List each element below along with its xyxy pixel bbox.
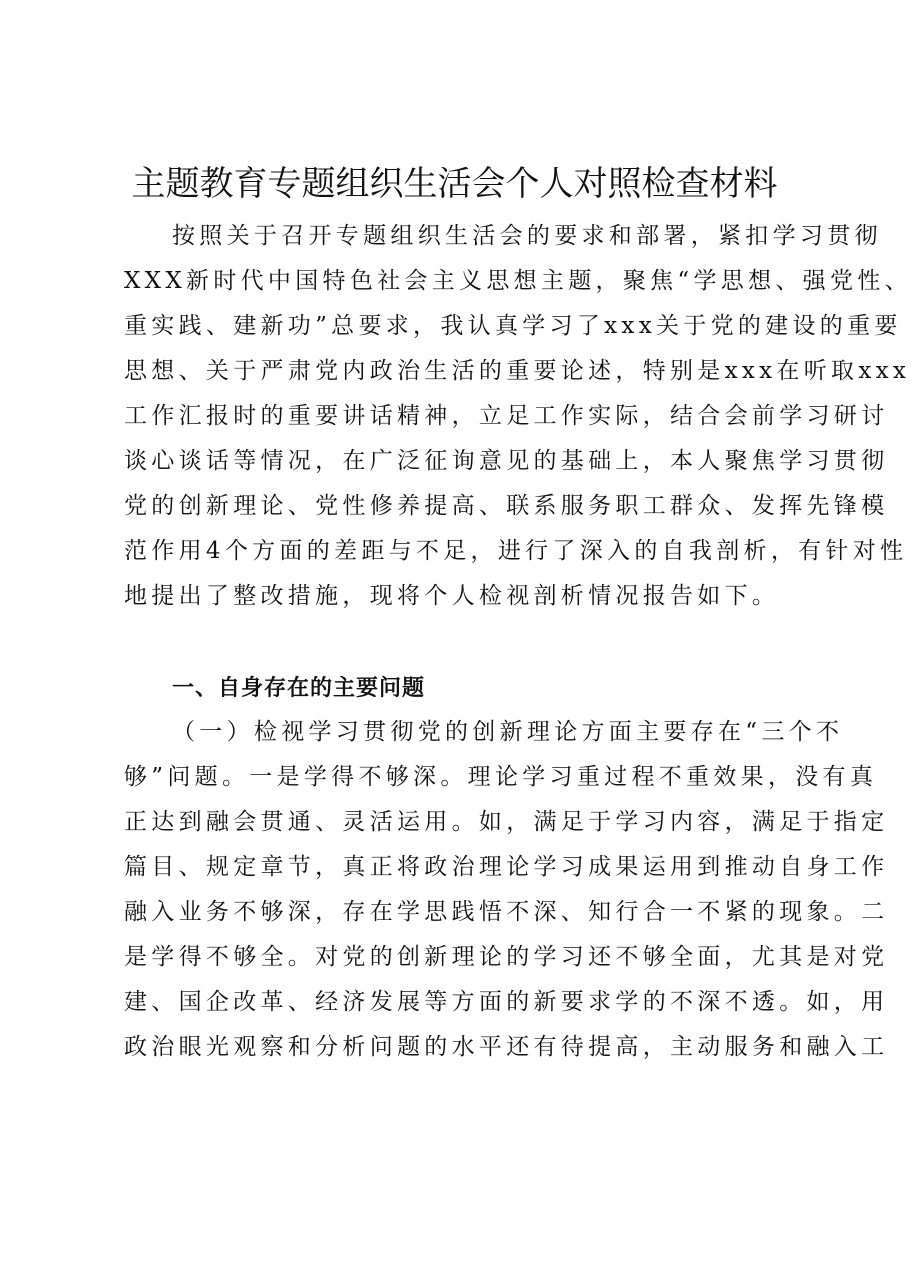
paragraph-line: 正达到融会贯通、灵活运用。如，满足于学习内容，满足于指定: [124, 809, 889, 835]
paragraph-line: 政治眼光观察和分析问题的水平还有待提高，主动服务和融入工: [124, 1034, 889, 1060]
paragraph-line: 思想、关于严肃党内政治生活的重要论述，特别是xxx在听取xxx: [124, 358, 911, 384]
paragraph-line: 建、国企改革、经济发展等方面的新要求学的不深不透。如，用: [124, 989, 889, 1015]
paragraph-line: 融入业务不够深，存在学思践悟不深、知行合一不紧的现象。二: [124, 899, 889, 925]
paragraph-line: 重实践、建新功”总要求，我认真学习了xxx关于党的建设的重要: [124, 313, 902, 339]
document-title: 主题教育专题组织生活会个人对照检查材料: [131, 164, 778, 204]
paragraph-line: 范作用4个方面的差距与不足，进行了深入的自我剖析，有针对性: [124, 538, 908, 564]
section-heading: 一、自身存在的主要问题: [172, 676, 426, 701]
intro-paragraph: [124, 214, 912, 619]
section-paragraph: [124, 710, 889, 1070]
paragraph-line: 工作汇报时的重要讲话精神，立足工作实际，结合会前学习研讨: [124, 403, 889, 429]
paragraph-line: 地提出了整改措施，现将个人检视剖析情况报告如下。: [124, 583, 780, 609]
paragraph-line: （一）检视学习贯彻党的创新理论方面主要存在“三个不: [172, 719, 844, 745]
paragraph-line: 够”问题。一是学得不够深。理论学习重过程不重效果，没有真: [124, 764, 878, 790]
paragraph-line: 谈心谈话等情况，在广泛征询意见的基础上，本人聚焦学习贯彻: [124, 448, 889, 474]
paragraph-line: 篇目、规定章节，真正将政治理论学习成果运用到推动自身工作: [124, 854, 889, 880]
paragraph-line: XXX新时代中国特色社会主义思想主题，聚焦“学思想、强党性、: [124, 268, 912, 294]
paragraph-line: 是学得不够全。对党的创新理论的学习还不够全面，尤其是对党: [124, 944, 889, 970]
paragraph-line: 按照关于召开专题组织生活会的要求和部署，紧扣学习贯彻: [172, 223, 882, 249]
paragraph-line: 党的创新理论、党性修养提高、联系服务职工群众、发挥先锋模: [124, 493, 889, 519]
